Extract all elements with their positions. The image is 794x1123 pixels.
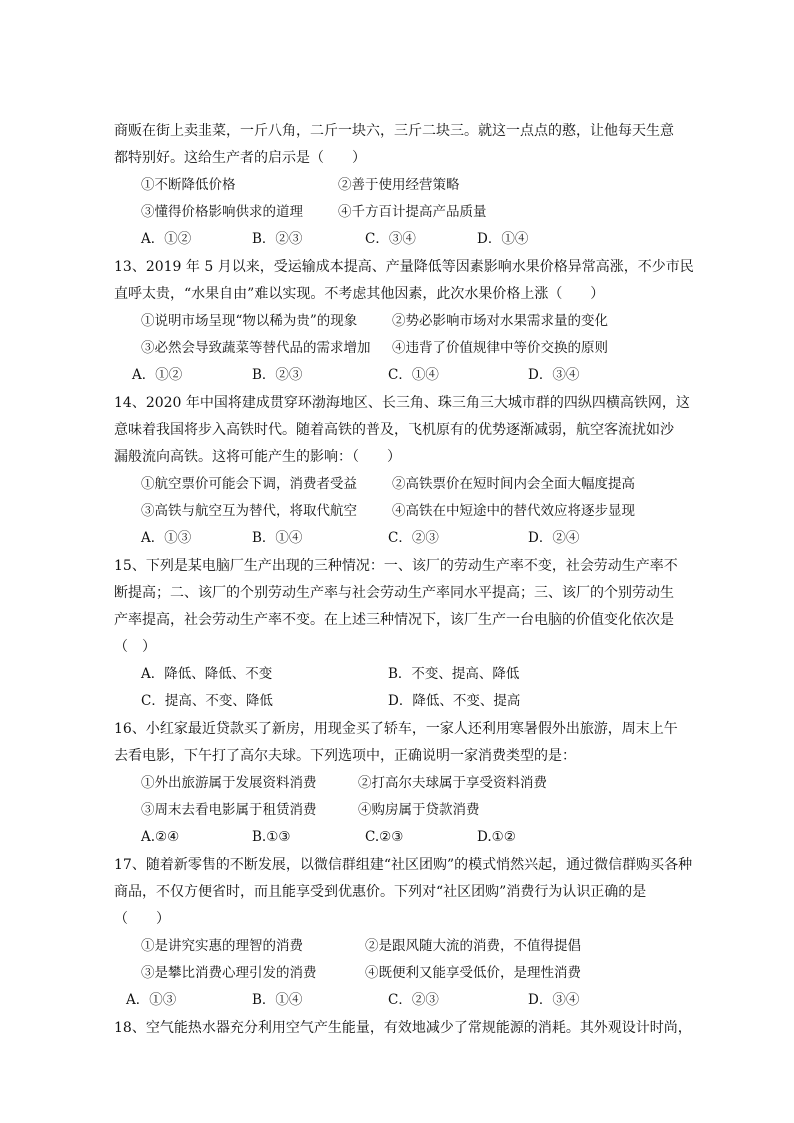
q17-line-3: （ ）	[114, 911, 170, 927]
q14-statement-2: ②高铁票价在短时间内会全面大幅度提高	[392, 476, 635, 492]
q13-line-2: 直呼太贵，“水果自由”难以实现。不考虑其他因素，此次水果价格上涨（ ）	[114, 286, 605, 302]
q14-statement-4: ④高铁在中短途中的替代效应将逐步显现	[392, 503, 635, 519]
q17-statement-4: ④既便利又能享受低价，是理性消费	[365, 965, 581, 981]
q16-choice-b: B.①③	[252, 829, 291, 845]
q16-choice-c: C.②③	[365, 829, 404, 845]
q14-choice-d: D．②④	[528, 530, 580, 546]
q17-line-2: 商品，不仅方便省时，而且能享受到优惠价。下列对“社区团购”消费行为认识正确的是	[114, 884, 647, 900]
q17-statement-3: ③是攀比消费心理引发的消费	[141, 965, 317, 981]
q13-statement-2: ②势必影响市场对水果需求量的变化	[392, 313, 608, 329]
q14-choice-c: C．②③	[388, 530, 439, 546]
q15-line-4: （ ）	[114, 639, 156, 655]
q17-choice-d: D．③④	[528, 992, 580, 1008]
q15-choice-b: B．不变、提高、降低	[388, 666, 520, 682]
q17-statement-1: ①是讲究实惠的理智的消费	[141, 938, 303, 954]
intro-statement-1: ①不断降低价格	[141, 177, 236, 193]
q13-line-1: 13、2019 年 5 月以来，受运输成本提高、产量降低等因素影响水果价格异常高涨，不少市民	[114, 259, 694, 275]
q17-line-1: 17、随着新零售的不断发展，以微信群组建“社区团购”的模式悄然兴起，通过微信群购买各种	[114, 857, 693, 873]
q16-line-1: 16、小红家最近贷款买了新房，用现金买了轿车，一家人还利用寒暑假外出旅游，周末上午	[114, 721, 678, 737]
q14-statement-3: ③高铁与航空互为替代，将取代航空	[141, 503, 357, 519]
q16-statement-1: ①外出旅游属于发展资料消费	[141, 775, 317, 791]
intro-choice-a: A．①②	[141, 231, 192, 247]
intro-choice-c: C．③④	[365, 231, 416, 247]
q16-choice-a: A.②④	[141, 829, 180, 845]
q13-choice-d: D．③④	[528, 367, 580, 383]
q14-line-2: 意味着我国将步入高铁时代。随着高铁的普及，飞机原有的优势逐渐减弱，航空客流扰如沙	[114, 422, 674, 438]
q18-line-1: 18、空气能热水器充分利用空气产生能量，有效地减少了常规能源的消耗。其外观设计时尚，	[114, 1020, 692, 1036]
q14-choice-a: A．①③	[141, 530, 192, 546]
q17-statement-2: ②是跟风随大流的消费，不值得提倡	[365, 938, 581, 954]
intro-choice-b: B．②③	[252, 231, 303, 247]
q14-line-1: 14、2020 年中国将建成贯穿环渤海地区、长三角、珠三角三大城市群的四纵四横高铁网，这	[114, 395, 690, 411]
q15-line-1: 15、下列是某电脑厂生产出现的三种情况：一、该厂的劳动生产率不变，社会劳动生产率不	[114, 558, 678, 574]
intro-choice-d: D．①④	[477, 231, 529, 247]
q14-choice-b: B．①④	[252, 530, 303, 546]
q15-choice-a: A．降低、降低、不变	[141, 666, 273, 682]
q17-choice-c: C．②③	[388, 992, 439, 1008]
intro-statement-4: ④千方百计提高产品质量	[338, 204, 487, 220]
intro-statement-3: ③懂得价格影响供求的道理	[141, 204, 303, 220]
q17-choice-a: A．①③	[126, 992, 177, 1008]
q14-line-3: 漏般流向高铁。这将可能产生的影响：（ ）	[114, 449, 401, 465]
intro-line-2: 都特别好。这给生产者的启示是（ ）	[114, 150, 366, 166]
q15-choice-c: C．提高、不变、降低	[141, 693, 273, 709]
q16-statement-3: ③周末去看电影属于租赁消费	[141, 802, 317, 818]
intro-statement-2: ②善于使用经营策略	[338, 177, 460, 193]
q16-choice-d: D.①②	[477, 829, 516, 845]
q16-statement-2: ②打高尔夫球属于享受资料消费	[358, 775, 547, 791]
q17-choice-b: B．①④	[252, 992, 303, 1008]
q16-line-2: 去看电影，下午打了高尔夫球。下列选项中，正确说明一家消费类型的是：	[114, 748, 576, 764]
q13-statement-3: ③必然会导致蔬菜等替代品的需求增加	[141, 340, 371, 356]
q16-statement-4: ④购房属于贷款消费	[358, 802, 480, 818]
q13-statement-4: ④违背了价值规律中等价交换的原则	[392, 340, 608, 356]
q15-line-3: 产率提高，社会劳动生产率不变。在上述三种情况下，该厂生产一台电脑的价值变化依次是	[114, 612, 674, 628]
q13-choice-c: C．①④	[388, 367, 439, 383]
q15-line-2: 断提高；二、该厂的个别劳动生产率与社会劳动生产率同水平提高；三、该厂的个别劳动生	[114, 585, 674, 601]
q15-choice-d: D．降低、不变、提高	[388, 693, 521, 709]
q14-statement-1: ①航空票价可能会下调，消费者受益	[141, 476, 357, 492]
q13-choice-b: B．②③	[252, 367, 303, 383]
intro-line-1: 商贩在街上卖韭菜，一斤八角，二斤一块六，三斤二块三。就这一点点的憨，让他每天生意	[114, 123, 674, 139]
q13-statement-1: ①说明市场呈现“物以稀为贵”的现象	[141, 313, 358, 329]
q13-choice-a: A．①②	[132, 367, 183, 383]
